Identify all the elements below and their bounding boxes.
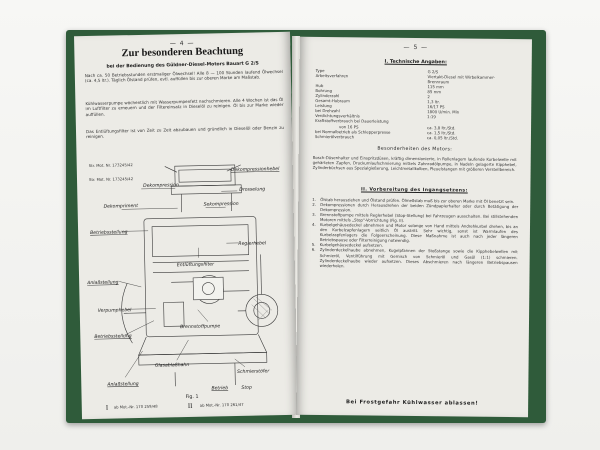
spec-key: von 16 PS [339,123,359,129]
label-betrieb: Betrieb [211,386,229,392]
roman-two: II [187,401,193,411]
spec-value: 115 mm [427,84,444,90]
left-page [74,32,298,419]
roman-one: I [105,403,109,412]
spec-value: G 2/S [427,69,439,75]
spec-value: Viertakt-Diesel mit Wirbelkammer- [427,74,495,80]
label-entluftungsfilter: Entlüftungsfilter [176,262,215,269]
list-text: Kurbelgehäusedeckel aufsetzen. [319,242,383,249]
label-betriebsstellung-mid: Betriebsstellung [94,334,132,340]
spec-value: 2 [427,94,430,100]
spec-key: Bohrung [315,88,332,94]
list-item [312,222,518,244]
motor-ref-2: Str. Mot. Nr. 173245/42 [88,176,134,183]
list-text: Dekompressionen durch Herausdrehen der beiden Zündpapierhalter oder durch Betätigung der Dekompression. [320,202,519,213]
prep-list [312,197,519,270]
list-text: Kurbelgehäusedeckel abnehmen und Motor solange von Hand mittels Andrehkurbel drehen, bis an den Kurbelzapfenlagern seitlich Öl austritt. Sehr wichtig, sonst ist Warmlaufen des Kurbelzapfenlagers die Folgeerscheinung. Diese Maßnahme ist auch nach jeder längeren Betriebspause oder Filterreinigung notwendig. [319,222,519,244]
page-title: Zur besonderen Beachtung [121,45,244,60]
list-text: Brennstoffpumpe mittels Reglerhebel (Stop-Stellung) bei Fahrzeugen ausschalten. Bei stillstehenden Motoren mittels „Stop“-Vorrichtung (Fig. II). [320,212,519,224]
label-anlassstellung: Anlaßstellung [87,280,119,287]
spec-key: Gesamt-Hubraum [315,98,350,104]
engine-diagram [81,160,294,414]
page-number: — 5 — [403,43,429,52]
spec-value: 85 mm [427,89,442,95]
paragraph-cooling: Kühlwasserpumpe wöchentlich mit Wasserpumpenfett nachschmieren. Alle 4 Wochen ist das Öl im Luftfilter zu erneuern und der Filtereinsatz in Dieselöl zu reinigen. Öl bis zur Marke wieder auffüllen. [85,96,284,117]
list-number: 3. [312,212,316,218]
spec-table [315,68,516,141]
right-page [296,37,532,417]
spec-key: Hub [315,83,324,89]
list-text: Ölstab herausziehen und Ölstand prüfen. Ölmeßstab muß bis zur oberen Marke mit Öl benetzt sein. [320,197,515,205]
spec-value: ca. 3,8 ltr./Std. [427,124,456,130]
motor-ref-1: Str. Mot. Nr. 173245/42 [88,162,133,169]
flywheel-hatching [252,296,272,320]
spec-value: 1,3 ltr. [427,99,440,105]
label-betriebsstellung-top: Betriebsstellung [90,230,128,237]
page-subtitle: bei der Bedienung des Güldner-Diesel-Motors Bauart G 2/S [106,61,259,70]
label-dekompressionhebel: Dekompressionhebel [230,167,280,174]
label-drosselung: Drosselung [239,187,266,193]
paragraph-oil: Nach ca. 50 Betriebsstunden erstmaliger Ölwechsel! Alle 8 — 100 Stunden laufend Ölwechsel (ca. 4,5 ltr.). Täglich Ölstand prüfen, evtl. auffüllen bis zur oberen Marke am Maßstab. [84,68,283,84]
list-number: 4. [311,222,316,228]
label-glasablasshahn: Glasablaßhahn [154,362,190,369]
spec-value: 1:19 [427,114,436,120]
list-number: 5. [311,242,316,248]
label-stop: Stop [241,385,252,391]
prep-heading: II. Vorbereitung des Ingangsetzens: [360,187,468,194]
label-sekompression: Sekompression [203,201,239,208]
list-text: Zylinderdeckelhaube abnehmen, Kugelpfannen der Stoßstange sowie die Kipphebelwellen mit Schmieröl, Ventilführung mit Gemisch von Schmieröl und Gasöl (1:1) schmieren. Zylinderdeckelhaube wieder aufsetzen. Dieses Abschmieren nach längeren Betriebspausen wiederholen. [319,247,518,268]
list-number: 1. [312,196,317,202]
spec-value: 1800 U/min. Min [427,109,460,115]
figure-caption: Fig. 1 [185,394,199,401]
spec-value: ca. 0,05 ltr./Std. [426,134,458,141]
spec-value: 16/17 PS [427,104,445,110]
motor-number-1: ab Mot.-Nr. 170 259/48 [113,403,158,410]
list-number: 6. [311,247,316,253]
spec-key: Type [315,67,325,74]
label-dekompriment: Dekompriment [103,204,139,210]
label-schmierstoffe: Schmierstöfer [237,369,270,375]
spec-key: Kraftstoffverbrauch bei Dauerleistung [315,118,389,125]
spec-value: Brennraum [427,79,450,85]
label-anlassstellung-bottom: Anlaßstellung [107,382,139,388]
spec-row [315,134,515,141]
spec-key: Arbeitsverfahren [315,73,349,79]
spec-value: ca. 1,5 ltr./Std. [426,129,456,135]
spec-key: Verdichtungsverhältnis [315,113,360,119]
features-heading: Besonderheiten des Motors: [377,146,453,153]
spec-key: bei Normalbetrieb als Schlepperpresse [314,128,391,135]
frost-warning: Bei Frostgefahr Kühlwasser ablassen! [345,399,479,407]
page-number: — 4 — [169,39,195,48]
list-number: 2. [312,201,316,208]
paragraph-filter: Das Entlüftungsfilter ist von Zeit zu Zeit abzubauen und gründlich in Dieselöl oder Benzin zu reinigen. [85,124,285,140]
spec-key: Leistung [315,103,332,109]
spec-key: bei Drehzahl [315,108,340,114]
spec-key: Zylinderzahl [315,93,340,99]
motor-number-2: ab Mot.-Nr. 170 261/47 [199,401,244,408]
label-reglerhebel: Reglerhebel [238,241,267,247]
label-dekompression: Dekompression [143,183,179,189]
section-title-technical: I. Technische Angaben: [384,59,447,66]
label-verpumphebel: Verpumphebel [97,308,132,314]
spec-key: Schmierölverbrauch [314,133,355,139]
label-brennstoffpumpe: Brennstoffpumpe [180,324,221,331]
features-text: Bosch-Düsenhalter und Einspritzdüsen, kräftig dimensionierte, in Rollenlagern laufende Kurbelwelle mit gehärteten Zapfen, Druckumlaufschmierung mittels Zahnradölpumpe, in Nadeln gelagerte Kipphebel, Zylinderbüchsen aus Spezialgießerung, Leichtmetallkolben, Pleuelstangen mit größeren Verstellbereich. [312,154,517,173]
list-item [312,247,518,269]
